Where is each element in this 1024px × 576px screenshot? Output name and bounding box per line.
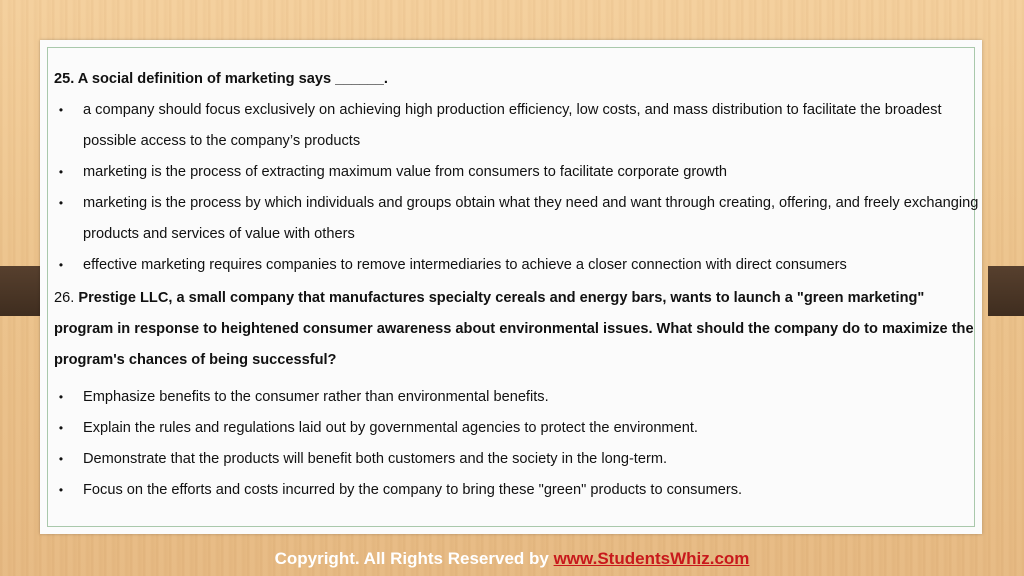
option-text: Explain the rules and regulations laid out by governmental agencies to protect the environment. <box>83 420 698 436</box>
option-item <box>54 250 984 281</box>
option-item <box>54 95 984 157</box>
option-item <box>54 157 984 188</box>
slide-card <box>40 40 982 534</box>
option-text: Demonstrate that the products will benefit both customers and the society in the long-term. <box>83 451 668 467</box>
question-26-number: 26. <box>54 290 79 306</box>
copyright-footer <box>0 549 1024 569</box>
question-26-text: Prestige LLC, a small company that manufactures specialty cereals and energy bars, wants to launch a "green marketing" program in response to heightened consumer awareness about environmental issues. What should the company do to maximize the program's chances of being successful? <box>54 290 974 368</box>
bullet-icon: • <box>58 103 64 117</box>
bullet-icon: • <box>58 452 64 466</box>
question-25-options <box>54 95 984 281</box>
option-item <box>54 188 984 250</box>
option-text: marketing is the process by which individuals and groups obtain what they need and want through creating, offering, and freely exchanging products and services of value with others <box>83 195 979 242</box>
option-text: effective marketing requires companies to remove intermediaries to achieve a closer connection with direct consumers <box>83 257 847 273</box>
bullet-icon: • <box>58 196 64 210</box>
bullet-icon: • <box>58 390 64 404</box>
question-26-options <box>54 382 984 506</box>
option-item <box>54 475 984 506</box>
option-text: Focus on the efforts and costs incurred by the company to bring these "green" products to consumers. <box>83 482 743 498</box>
bullet-icon: • <box>58 483 64 497</box>
bullet-icon: • <box>58 258 64 272</box>
option-text: marketing is the process of extracting maximum value from consumers to facilitate corporate growth <box>83 164 728 180</box>
option-item <box>54 444 984 475</box>
option-text: Emphasize benefits to the consumer rather than environmental benefits. <box>83 389 549 405</box>
question-25-title: 25. A social definition of marketing says ______. <box>54 71 388 87</box>
option-item <box>54 413 984 444</box>
option-text: a company should focus exclusively on achieving high production efficiency, low costs, and mass distribution to facilitate the broadest possible access to the company’s products <box>83 102 942 149</box>
website-link[interactable]: www.StudentsWhiz.com <box>553 549 750 568</box>
slide-content <box>54 64 984 506</box>
option-item <box>54 382 984 413</box>
left-side-tab <box>0 266 40 316</box>
copyright-text: Copyright. All Rights Reserved by <box>274 549 554 568</box>
question-26-title <box>54 283 984 376</box>
bullet-icon: • <box>58 421 64 435</box>
right-side-tab <box>988 266 1024 316</box>
bullet-icon: • <box>58 165 64 179</box>
